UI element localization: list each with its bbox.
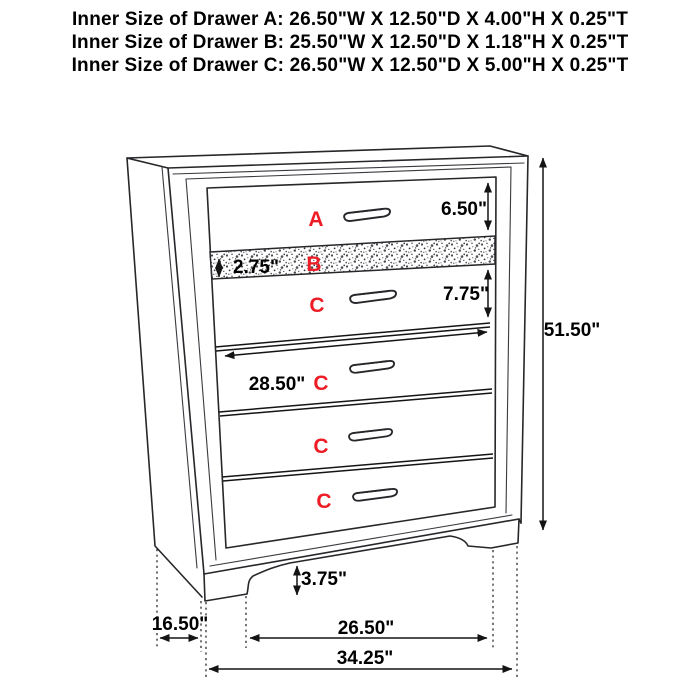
- drawer-c3-handle-icon: [349, 429, 393, 441]
- cabinet-side-panel: [127, 158, 202, 597]
- dim-label-side-depth: 16.50": [151, 614, 209, 635]
- drawer-spec-line-b: Inner Size of Drawer B: 25.50"W X 12.50"D X 1.18"H X 0.25"T: [71, 32, 629, 53]
- dim-arrow-drawer-width: [225, 332, 487, 356]
- cabinet-top: [127, 146, 528, 174]
- drawer-spec-line-c: Inner Size of Drawer C: 26.50"W X 12.50"D X 5.00"H X 0.25"T: [71, 55, 629, 76]
- dim-label-front-width: 26.50": [337, 618, 395, 639]
- drawer-label-b: B: [306, 253, 322, 276]
- drawer-label-c2: C: [313, 372, 329, 395]
- drawer-label-c1: C: [309, 294, 325, 317]
- dim-label-overall-width: 34.25": [336, 648, 394, 669]
- drawer-label-a: A: [308, 208, 324, 231]
- bracket-feet: [204, 519, 519, 601]
- drawer-c2-handle-icon: [350, 361, 395, 373]
- drawer-a-handle-icon: [344, 208, 390, 221]
- dimension-arrows: [160, 158, 543, 669]
- drawer-label-c4: C: [316, 490, 332, 513]
- dim-label-drawer-b-height: 2.75": [233, 257, 279, 278]
- dim-label-drawer-a-height: 6.50": [441, 199, 487, 220]
- drawer-c4-handle-icon: [353, 489, 398, 501]
- drawer-fronts: [210, 208, 495, 513]
- dim-label-foot-height: 3.75": [301, 569, 347, 590]
- drawer-c1-handle-icon: [350, 290, 396, 303]
- dim-label-drawer-c-height: 7.75": [443, 284, 489, 305]
- drawer-spec-line-a: Inner Size of Drawer A: 26.50"W X 12.50"D X 4.00"H X 0.25"T: [71, 9, 629, 30]
- drawer-label-c3: C: [313, 435, 329, 458]
- dim-label-drawer-width: 28.50": [248, 374, 306, 395]
- drawer-divider-lines: [215, 323, 493, 481]
- dim-label-overall-height: 51.50": [543, 320, 601, 341]
